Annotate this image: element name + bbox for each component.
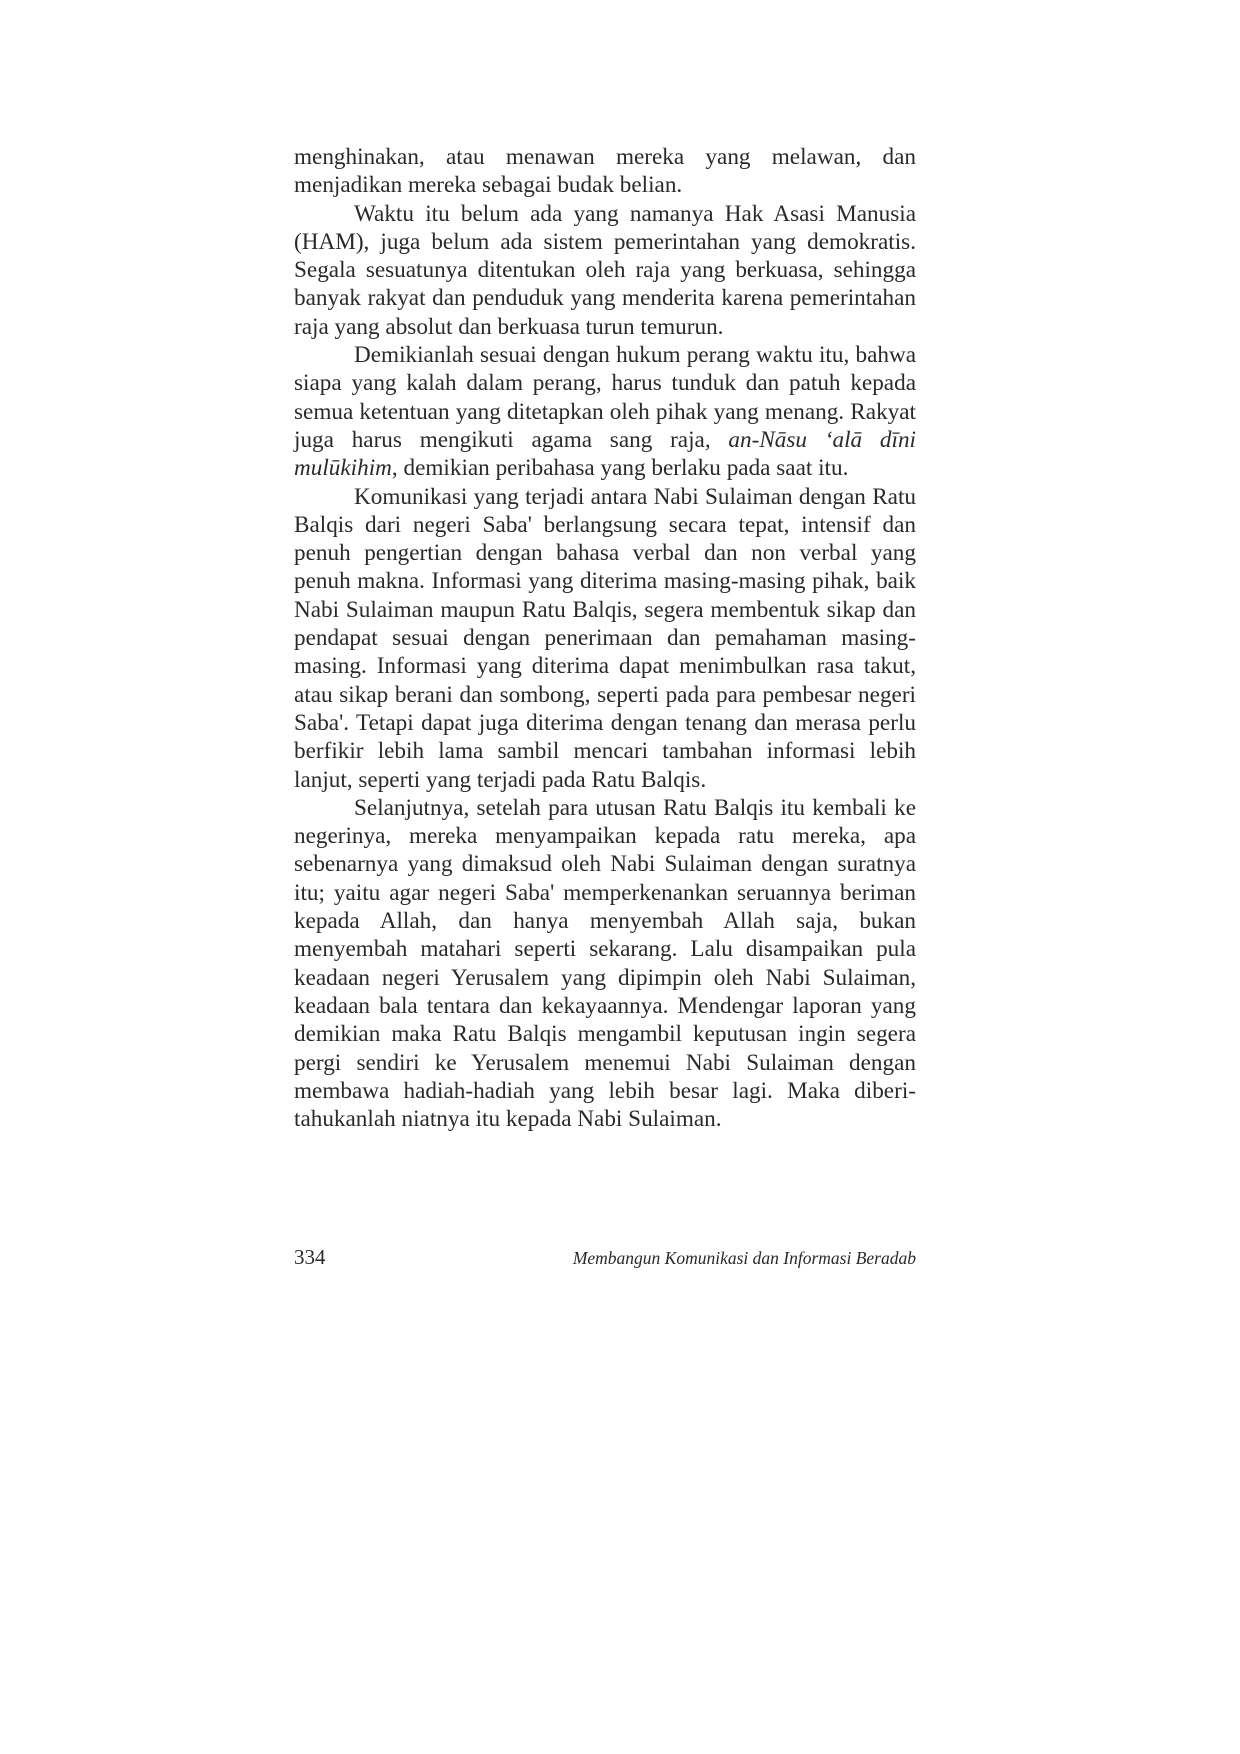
- page-footer: [294, 1244, 916, 1274]
- body-text: [294, 143, 916, 1133]
- paragraph-1: menghinakan, atau menawan mereka yang melawan, dan menjadikan mereka sebagai budak belian.: [294, 144, 916, 199]
- running-title: Membangun Komunikasi dan Informasi Beradab: [572, 1248, 916, 1268]
- paragraph-2: Waktu itu belum ada yang namanya Hak Asasi Manusia (HAM), juga belum ada sistem pemerintahan yang demokratis. Segala sesuatunya ditentukan oleh raja yang berkuasa, sehingga banyak rakyat dan penduduk yang menderita karena pemerintahan raja yang absolut dan berkuasa turun temurun.: [294, 200, 916, 340]
- arabic-proverb: , an-Nāsu ‘alā dīni mulūkihim: [294, 426, 916, 482]
- paragraph-4: Komunikasi yang terjadi antara Nabi Sulaiman dengan Ratu Balqis dari negeri Saba' berlangsung secara tepat, intensif dan penuh pengertian dengan bahasa verbal dan non verbal yang penuh makna. Informasi yang diterima masing-masing pihak, baik Nabi Sulaiman maupun Ratu Balqis, segera membentuk sikap dan pendapat sesuai dengan penerimaan dan pemahaman masing-masing. Informasi yang diterima dapat menimbulkan rasa takut, atau sikap berani dan sombong, seperti pada para pembesar negeri Saba'. Tetapi dapat juga diterima dengan tenang dan merasa perlu berfikir lebih lama sambil mencari tambahan informasi lebih lanjut, seperti yang terjadi pada Ratu Balqis.: [294, 483, 916, 793]
- paragraph-5: Selanjutnya, setelah para utusan Ratu Balqis itu kembali ke negerinya, mereka menyampaikan kepada ratu mereka, apa sebenarnya yang dimaksud oleh Nabi Sulaiman dengan suratnya itu; yaitu agar negeri Saba' memperkenankan seruannya beriman kepada Allah, dan hanya menyembah Allah saja, bukan menyembah matahari seperti sekarang. Lalu disampaikan pula keadaan negeri Yerusalem yang dipimpin oleh Nabi Sulaiman, keadaan bala tentara dan kekayaannya. Mendengar laporan yang demikian maka Ratu Balqis mengambil keputusan ingin segera pergi sendiri ke Yerusalem menemui Nabi Sulaiman dengan membawa hadiah-hadiah yang lebih besar lagi. Maka diberitahukanlah niatnya itu kepada Nabi Sulaiman.: [294, 794, 916, 1133]
- paragraph-3-start: Demikianlah sesuai dengan hukum perang waktu itu, bahwa siapa yang kalah dalam perang, harus tunduk dan patuh kepada semua ketentuan yang ditetapkan oleh pihak yang menang. Rakyat juga harus mengikuti agama sang raja: [294, 342, 916, 453]
- paragraph-3-end: , demikian peribahasa yang berlaku pada saat itu.: [391, 455, 849, 482]
- paragraph-3: [294, 341, 916, 482]
- page-number: 334: [294, 1245, 326, 1269]
